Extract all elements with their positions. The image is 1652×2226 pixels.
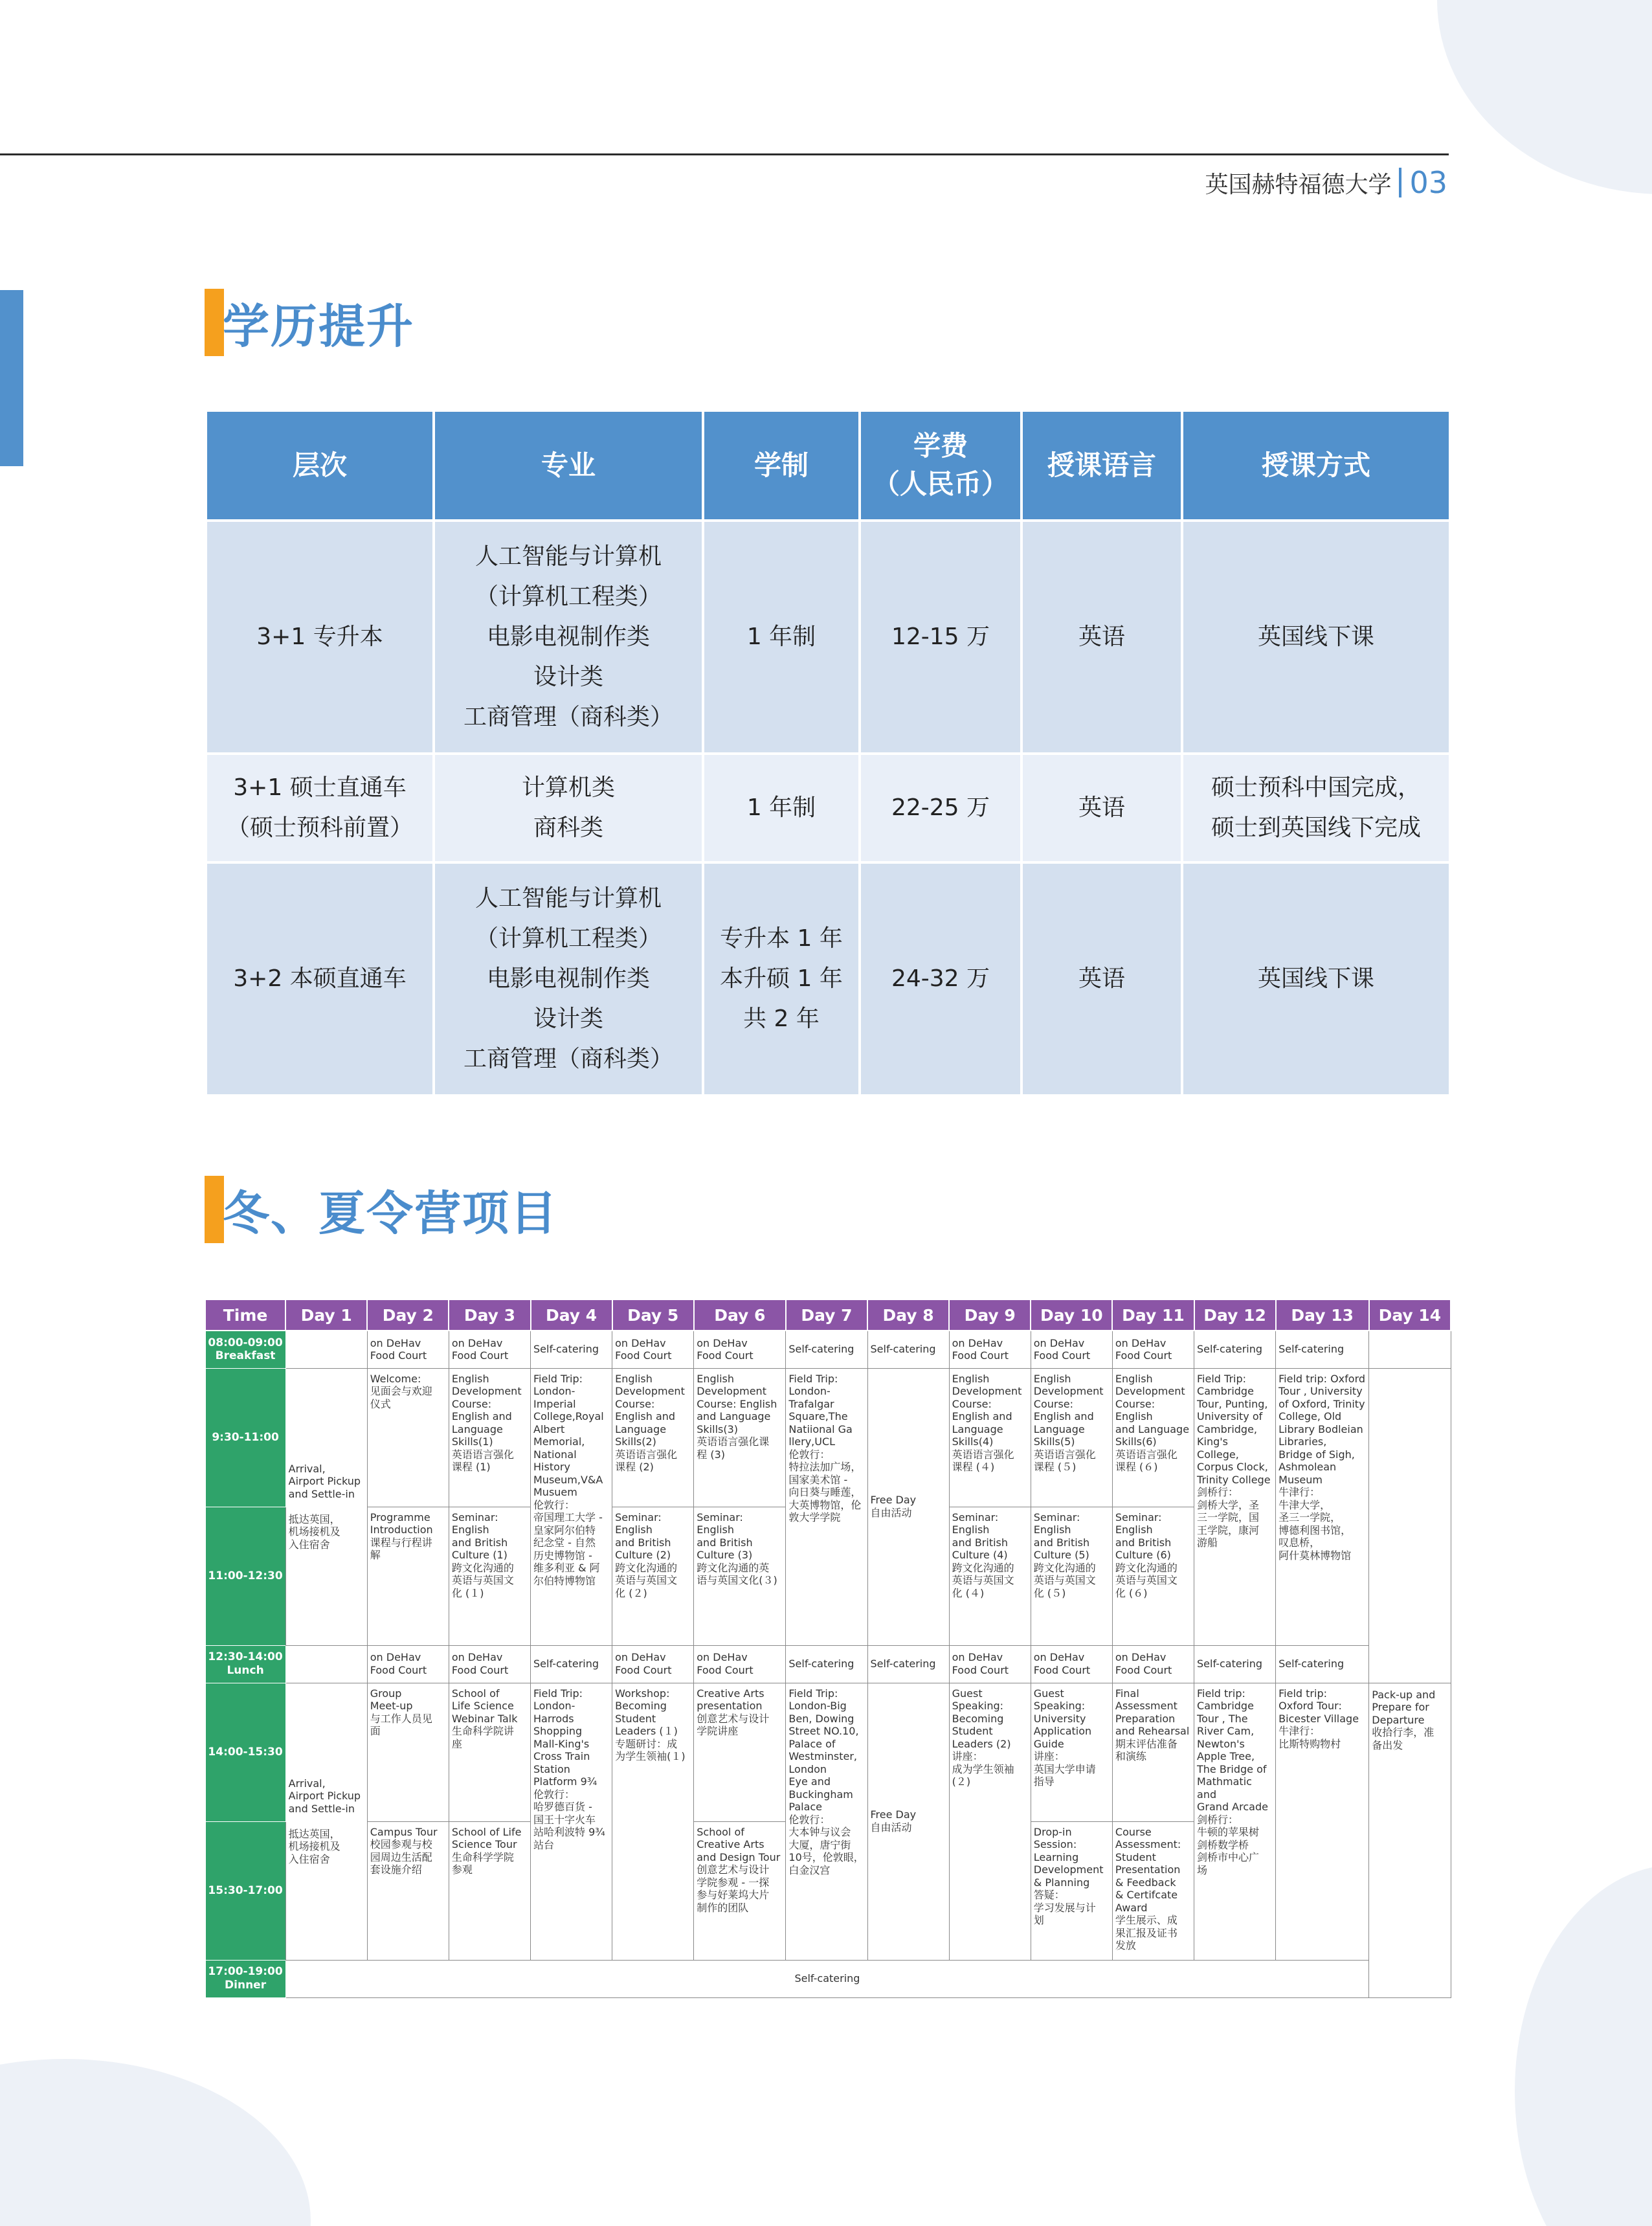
schedule-cell-empty [1369, 1331, 1451, 1368]
schedule-cell: Campus Tour 校园参观与校 园周边生活配 套设施介绍 [367, 1821, 449, 1960]
cell-mode: 英国线下课 [1183, 864, 1449, 1094]
schedule-cell: Arrival, Airport Pickup and Settle-in 抵达英国， 机场接机及 入住宿舍 [285, 1368, 367, 1645]
header-day: Day 14 [1369, 1299, 1451, 1331]
schedule-cell: Field Trip: London- Imperial College,Royal Albert Memorial, National History Museum,V&A Musuem 伦敦行： 帝国理工大学 - 皇家阿尔伯特 纪念堂 - 自然 历史博物馆 - 维多利亚 & 阿 尔伯特博物馆 [531, 1368, 612, 1645]
schedule-cell: Seminar: English and British Culture (5) 跨文化沟通的 英语与英国文 化 (５) [1031, 1507, 1112, 1645]
schedule-cell-departure: Pack-up and Prepare for Departure 收拾行李，准 备出发 [1369, 1683, 1451, 1997]
schedule-cell: Field Trip: London- Trafalgar Square,The Natiional Ga llery,UCL 伦敦行： 特拉法加广场， 国家美术馆 - 向日葵与睡莲， 大英博物馆，伦 敦大学学院 [786, 1368, 867, 1645]
schedule-row-breakfast [205, 1331, 1451, 1368]
header-day: Day 10 [1031, 1299, 1112, 1331]
schedule-cell: Self-catering [531, 1645, 612, 1683]
cell-fee: 24-32 万 [861, 864, 1020, 1094]
university-name: 英国赫特福德大学 [1205, 171, 1392, 198]
schedule-cell: Self-catering [531, 1331, 612, 1368]
schedule-cell: on DeHav Food Court [949, 1645, 1031, 1683]
schedule-cell: Welcome: 见面会与欢迎 仪式 [367, 1368, 449, 1507]
page-header [1205, 165, 1447, 200]
section-title-degree [205, 289, 414, 356]
schedule-cell: Drop-in Session: Learning Development & Planning 答疑： 学习发展与计 划 [1031, 1821, 1112, 1960]
schedule-row-lunch [205, 1645, 1451, 1683]
header-day: Day 2 [367, 1299, 449, 1331]
schedule-cell: English Development Course: English and Language Skills(2) 英语语言强化 课程 (2) [612, 1368, 694, 1507]
schedule-cell: on DeHav Food Court [612, 1331, 694, 1368]
schedule-cell: Field trip: Oxford Tour , University of Oxford, Trinity College, Old Library Bodleian Libraries, Bridge of Sigh, Ashmolean Museum 牛津行： 牛津大学， 圣三一学院， 博德利图书馆， 叹息桥， 阿什莫林博物馆 [1276, 1368, 1369, 1645]
cell-major: 人工智能与计算机 （计算机工程类） 电影电视制作类 设计类 工商管理（商科类） [435, 864, 702, 1094]
schedule-cell: Field trip: Oxford Tour: Bicester Village 牛津行： 比斯特购物村 [1276, 1683, 1369, 1960]
schedule-cell: Self-catering [786, 1645, 867, 1683]
schedule-cell: School of Creative Arts and Design Tour 创意艺术与设计 学院参观 - 一探 参与好莱坞大片 制作的团队 [694, 1821, 786, 1960]
cell-language: 英语 [1023, 755, 1181, 861]
schedule-cell: Self-catering [867, 1645, 949, 1683]
schedule-cell: Final Assessment Preparation and Rehearsal 期末评估准备 和演练 [1112, 1683, 1194, 1821]
cell-mode: 硕士预科中国完成， 硕士到英国线下完成 [1183, 755, 1449, 861]
schedule-cell: Free Day 自由活动 [867, 1368, 949, 1645]
schedule-cell: English Development Course: English and Language Skills(6) 英语语言强化 课程 (６) [1112, 1368, 1194, 1507]
schedule-cell: on DeHav Food Court [612, 1645, 694, 1683]
schedule-cell: School of Life Science Tour 生命科学学院 参观 [449, 1821, 530, 1960]
schedule-cell: Field trip: Cambridge Tour , The River Cam, Newton's Apple Tree, The Bridge of Mathmatic and Grand Arcade 剑桥行： 牛顿的苹果树 剑桥数学桥 剑桥市中心广 场 [1194, 1683, 1276, 1960]
header-rule [0, 153, 1449, 155]
schedule-cell: Free Day 自由活动 [867, 1683, 949, 1960]
schedule-cell: Creative Arts presentation 创意艺术与设计 学院讲座 [694, 1683, 786, 1821]
time-slot: 15:30-17:00 [205, 1821, 285, 1960]
schedule-row-afternoon-1 [205, 1683, 1451, 1821]
header-fee: 学费 （人民币） [861, 412, 1020, 519]
table-row [207, 522, 1449, 752]
cell-duration: 1 年制 [704, 755, 858, 861]
schedule-row-dinner [205, 1960, 1451, 1997]
header-day: Day 1 [285, 1299, 367, 1331]
cell-duration: 1 年制 [704, 522, 858, 752]
schedule-cell: Seminar: English and British Culture (2) 跨文化沟通的 英语与英国文 化 (２) [612, 1507, 694, 1645]
table-row [207, 864, 1449, 1094]
cell-language: 英语 [1023, 522, 1181, 752]
schedule-cell: Field Trip: London-Big Ben, Dowing Street NO.10, Palace of Westminster, London Eye and Buckingham Palace 伦敦行： 大本钟与议会 大厦，唐宁街 10号，伦敦眼， 白金汉宫 [786, 1683, 867, 1960]
header-day: Day 7 [786, 1299, 867, 1331]
schedule-cell: Workshop: Becoming Student Leaders (１) 专题研讨：成 为学生领袖(１) [612, 1683, 694, 1960]
cell-duration: 专升本 1 年 本升硕 1 年 共 2 年 [704, 864, 858, 1094]
schedule-cell: on DeHav Food Court [1031, 1331, 1112, 1368]
schedule-cell: Arrival, Airport Pickup and Settle-in 抵达英国， 机场接机及 入住宿舍 [285, 1683, 367, 1960]
header-day: Day 3 [449, 1299, 530, 1331]
schedule-cell: on DeHav Food Court [694, 1645, 786, 1683]
schedule-cell: on DeHav Food Court [449, 1645, 530, 1683]
table-row [207, 755, 1449, 861]
schedule-cell: on DeHav Food Court [949, 1331, 1031, 1368]
background-blob-top-right [1437, 0, 1652, 194]
cell-language: 英语 [1023, 864, 1181, 1094]
header-duration: 学制 [704, 412, 858, 519]
time-slot: 17:00-19:00 Dinner [205, 1960, 285, 1997]
header-divider [1399, 168, 1401, 197]
time-slot: 12:30-14:00 Lunch [205, 1645, 285, 1683]
schedule-cell: Seminar: English and British Culture (6) 跨文化沟通的 英语与英国文 化 (６) [1112, 1507, 1194, 1645]
degree-table [205, 409, 1451, 1097]
time-slot: 9:30-11:00 [205, 1368, 285, 1507]
schedule-cell: Group Meet-up 与工作人员见 面 [367, 1683, 449, 1821]
header-day: Day 4 [531, 1299, 612, 1331]
cell-major: 人工智能与计算机 （计算机工程类） 电影电视制作类 设计类 工商管理（商科类） [435, 522, 702, 752]
cell-fee: 12-15 万 [861, 522, 1020, 752]
cell-fee: 22-25 万 [861, 755, 1020, 861]
title-marker [205, 289, 224, 356]
header-time: Time [205, 1299, 285, 1331]
background-blob-bottom-right [1515, 1865, 1652, 2226]
cell-level: 3+1 专升本 [207, 522, 432, 752]
time-slot: 14:00-15:30 [205, 1683, 285, 1821]
schedule-cell: English Development Course: English and Language Skills(4) 英语语言强化 课程 (４) [949, 1368, 1031, 1507]
schedule-cell-empty [285, 1645, 367, 1683]
header-major: 专业 [435, 412, 702, 519]
cell-major: 计算机类 商科类 [435, 755, 702, 861]
schedule-cell: English Development Course: English and Language Skills(3) 英语语言强化课 程 (3) [694, 1368, 786, 1507]
schedule-cell: on DeHav Food Court [1112, 1331, 1194, 1368]
section-title-text: 学历提升 [223, 299, 415, 354]
page-number: 03 [1409, 165, 1447, 200]
schedule-cell: Self-catering [1194, 1645, 1276, 1683]
schedule-cell: Self-catering [1194, 1331, 1276, 1368]
schedule-cell: English Development Course: English and Language Skills(5) 英语语言强化 课程 (５) [1031, 1368, 1112, 1507]
schedule-cell: Guest Speaking: University Application Guide 讲座： 英国大学申请 指导 [1031, 1683, 1112, 1821]
schedule-cell: Self-catering [786, 1331, 867, 1368]
schedule-header [205, 1299, 1451, 1331]
title-marker [205, 1176, 224, 1243]
section-title-text: 冬、夏令营项目 [223, 1186, 559, 1241]
header-day: Day 9 [949, 1299, 1031, 1331]
schedule-cell: School of Life Science Webinar Talk 生命科学院讲 座 [449, 1683, 530, 1821]
schedule-cell: Self-catering [1276, 1331, 1369, 1368]
time-slot: 08:00-09:00 Breakfast [205, 1331, 285, 1368]
schedule-cell-empty [285, 1331, 367, 1368]
header-mode: 授课方式 [1183, 412, 1449, 519]
schedule-cell: Field Trip: London- Harrods Shopping Mall-King's Cross Train Station Platform 9¾ 伦敦行： 哈罗德百货 - 国王十字火车 站哈利波特 9¾ 站台 [531, 1683, 612, 1960]
schedule-cell: on DeHav Food Court [694, 1331, 786, 1368]
cell-level: 3+2 本硕直通车 [207, 864, 432, 1094]
cell-level: 3+1 硕士直通车 （硕士预科前置） [207, 755, 432, 861]
header-day: Day 11 [1112, 1299, 1194, 1331]
schedule-cell: Self-catering [867, 1331, 949, 1368]
background-blob-bottom-left [0, 2059, 311, 2226]
schedule-cell: Programme Introduction 课程与行程讲 解 [367, 1507, 449, 1645]
schedule-cell: Seminar: English and British Culture (4) 跨文化沟通的 英语与英国文 化 (４) [949, 1507, 1031, 1645]
header-language: 授课语言 [1023, 412, 1181, 519]
schedule-cell: Seminar: English and British Culture (1) 跨文化沟通的 英语与英国文 化 (１) [449, 1507, 530, 1645]
section-title-camp [205, 1176, 558, 1243]
schedule-cell: on DeHav Food Court [1031, 1645, 1112, 1683]
header-day: Day 13 [1276, 1299, 1369, 1331]
schedule-cell: on DeHav Food Court [367, 1645, 449, 1683]
schedule-row-morning-1 [205, 1368, 1451, 1507]
time-slot: 11:00-12:30 [205, 1507, 285, 1645]
left-accent-bar [0, 290, 23, 466]
header-day: Day 5 [612, 1299, 694, 1331]
header-level: 层次 [207, 412, 432, 519]
schedule-cell: Seminar: English and British Culture (3) 跨文化沟通的英 语与英国文化(３) [694, 1507, 786, 1645]
degree-table-header [207, 412, 1449, 519]
schedule-cell-empty [1369, 1368, 1451, 1683]
cell-mode: 英国线下课 [1183, 522, 1449, 752]
camp-schedule-table [205, 1299, 1451, 1998]
schedule-cell: Course Assessment: Student Presentation & Feedback & Certifcate Award 学生展示、成 果汇报及证书 发放 [1112, 1821, 1194, 1960]
schedule-cell: on DeHav Food Court [1112, 1645, 1194, 1683]
schedule-cell: on DeHav Food Court [449, 1331, 530, 1368]
schedule-cell: Guest Speaking: Becoming Student Leaders (2) 讲座： 成为学生领袖 (２) [949, 1683, 1031, 1960]
header-day: Day 8 [867, 1299, 949, 1331]
header-day: Day 6 [694, 1299, 786, 1331]
schedule-cell: Self-catering [1276, 1645, 1369, 1683]
schedule-cell: on DeHav Food Court [367, 1331, 449, 1368]
schedule-cell: Field Trip: Cambridge Tour, Punting, University of Cambridge, King's College, Corpus Clock, Trinity College 剑桥行： 剑桥大学，圣 三一学院，国 王学院，康河 游船 [1194, 1368, 1276, 1645]
header-day: Day 12 [1194, 1299, 1276, 1331]
schedule-cell: English Development Course: English and Language Skills(1) 英语语言强化 课程 (1) [449, 1368, 530, 1507]
schedule-cell-dinner: Self-catering [285, 1960, 1369, 1997]
